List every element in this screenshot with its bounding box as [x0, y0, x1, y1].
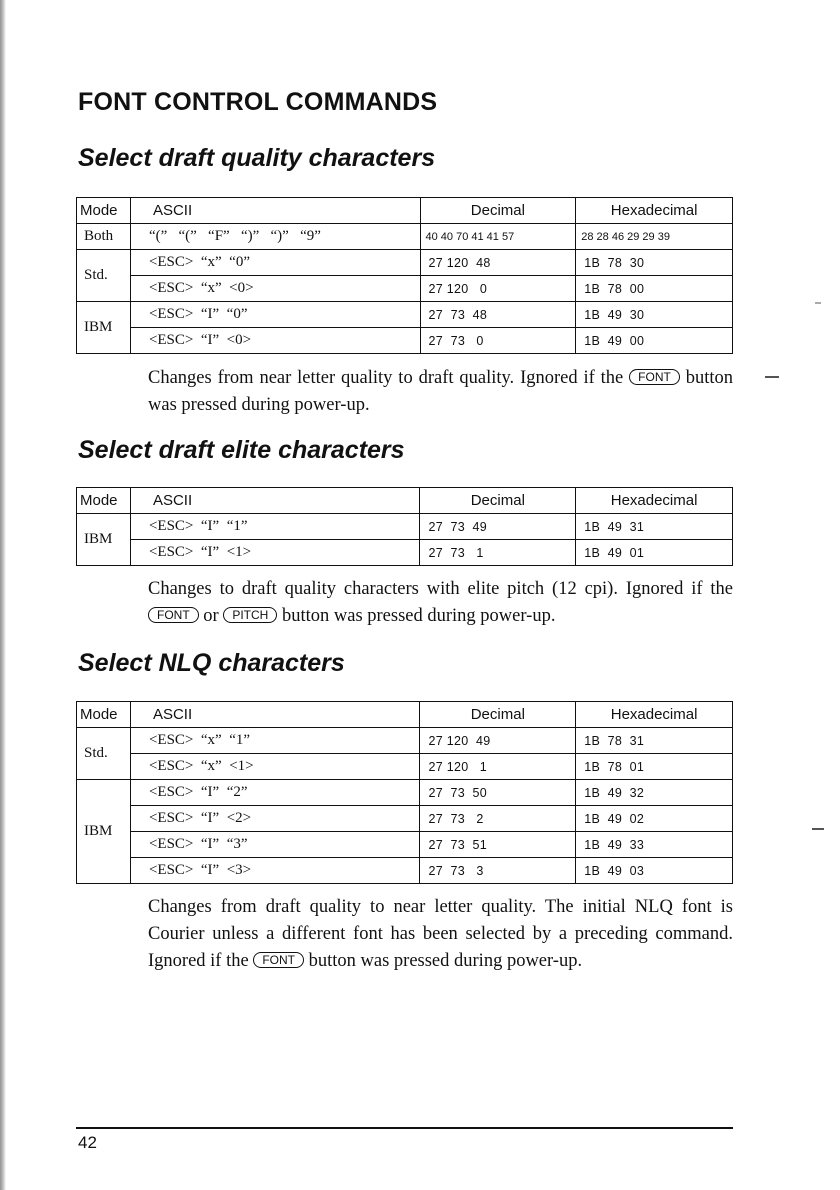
- hex-cell: 1B 78 01: [576, 754, 733, 780]
- description-text: Changes from near letter quality to draft quality. Ignored if the: [148, 368, 624, 388]
- description-draft-elite: [148, 576, 733, 630]
- table-header-row: [77, 488, 733, 514]
- hex-cell: 1B 49 30: [576, 302, 733, 328]
- hex-cell: 1B 49 02: [576, 806, 733, 832]
- decimal-cell: 27 73 1: [420, 540, 576, 566]
- mode-cell: IBM: [77, 780, 131, 884]
- hex-cell: 1B 49 32: [576, 780, 733, 806]
- section-title-nlq: Select NLQ characters: [78, 649, 345, 677]
- hex-cell: 1B 78 00: [576, 276, 733, 302]
- table-row: [77, 328, 733, 354]
- ascii-cell: <ESC> “x” “1”: [130, 728, 420, 754]
- table-header-row: [77, 702, 733, 728]
- header-decimal: Decimal: [420, 702, 576, 728]
- font-button-icon: FONT: [148, 607, 199, 623]
- header-decimal: Decimal: [420, 198, 576, 224]
- hex-cell: 1B 49 01: [576, 540, 733, 566]
- hex-cell: 1B 49 31: [576, 514, 733, 540]
- header-mode: Mode: [77, 488, 131, 514]
- section-title-draft-quality: Select draft quality characters: [78, 144, 436, 172]
- ascii-cell: <ESC> “I” “3”: [130, 832, 420, 858]
- ascii-cell: <ESC> “I” <1>: [130, 540, 420, 566]
- table-row: [77, 514, 733, 540]
- hex-cell: 28 28 46 29 29 39: [576, 224, 733, 250]
- scan-speck: [812, 828, 824, 830]
- section-title-draft-elite: Select draft elite characters: [78, 436, 405, 464]
- header-ascii: ASCII: [130, 488, 420, 514]
- ascii-cell: <ESC> “I” “0”: [130, 302, 420, 328]
- ascii-cell: “(” “(” “F” “)” “)” “9”: [130, 224, 420, 250]
- decimal-cell: 27 73 51: [420, 832, 576, 858]
- command-table-draft-quality: [76, 197, 733, 354]
- header-mode: Mode: [77, 702, 131, 728]
- mode-cell: Std.: [77, 728, 131, 780]
- table-row: [77, 302, 733, 328]
- decimal-cell: 27 73 49: [420, 514, 576, 540]
- command-table-draft-elite: [76, 487, 733, 566]
- ascii-cell: <ESC> “x” <0>: [130, 276, 420, 302]
- table-row: [77, 728, 733, 754]
- scan-speck: [765, 376, 779, 378]
- decimal-cell: 27 120 49: [420, 728, 576, 754]
- header-decimal: Decimal: [420, 488, 576, 514]
- mode-cell: Std.: [77, 250, 131, 302]
- table-row: [77, 250, 733, 276]
- pitch-button-icon: PITCH: [223, 607, 277, 623]
- header-ascii: ASCII: [130, 702, 420, 728]
- ascii-cell: <ESC> “I” <0>: [130, 328, 420, 354]
- hex-cell: 1B 78 31: [576, 728, 733, 754]
- ascii-cell: <ESC> “I” <3>: [130, 858, 420, 884]
- footer-rule: [76, 1127, 733, 1129]
- description-nlq: [148, 894, 733, 975]
- decimal-cell: 27 73 48: [420, 302, 576, 328]
- table-row: [77, 224, 733, 250]
- scan-speck: [815, 302, 821, 304]
- font-button-icon: FONT: [253, 952, 304, 968]
- mode-cell: Both: [77, 224, 131, 250]
- decimal-cell: 27 120 48: [420, 250, 576, 276]
- description-text: button was pressed during power-up.: [281, 606, 556, 626]
- hex-cell: 1B 49 00: [576, 328, 733, 354]
- table-row: [77, 832, 733, 858]
- header-hex: Hexadecimal: [576, 702, 733, 728]
- table-row: [77, 806, 733, 832]
- decimal-cell: 27 120 0: [420, 276, 576, 302]
- table-row: [77, 540, 733, 566]
- table-row: [77, 754, 733, 780]
- decimal-cell: 27 120 1: [420, 754, 576, 780]
- ascii-cell: <ESC> “I” “1”: [130, 514, 420, 540]
- decimal-cell: 27 73 0: [420, 328, 576, 354]
- ascii-cell: <ESC> “I” “2”: [130, 780, 420, 806]
- table-header-row: [77, 198, 733, 224]
- decimal-cell: 27 73 2: [420, 806, 576, 832]
- command-table-nlq: [76, 701, 733, 884]
- table-row: [77, 276, 733, 302]
- table-row: [77, 858, 733, 884]
- description-text: button was pressed during power-up.: [308, 951, 583, 971]
- decimal-cell: 40 40 70 41 41 57: [420, 224, 576, 250]
- header-hex: Hexadecimal: [576, 198, 733, 224]
- font-button-icon: FONT: [629, 369, 680, 385]
- description-draft-quality: [148, 365, 733, 419]
- description-text: Changes to draft quality characters with elite pitch (12 cpi). Ignored if the: [148, 579, 733, 599]
- hex-cell: 1B 49 03: [576, 858, 733, 884]
- hex-cell: 1B 78 30: [576, 250, 733, 276]
- mode-cell: IBM: [77, 302, 131, 354]
- description-text: Changes from draft quality to near letter quality. The initial NLQ font is Courier unless a different font has been selected by a preceding command. Ignored if the: [148, 897, 733, 971]
- ascii-cell: <ESC> “x” <1>: [130, 754, 420, 780]
- ascii-cell: <ESC> “I” <2>: [130, 806, 420, 832]
- scan-edge: [0, 0, 6, 1190]
- table-row: [77, 780, 733, 806]
- header-hex: Hexadecimal: [576, 488, 733, 514]
- hex-cell: 1B 49 33: [576, 832, 733, 858]
- decimal-cell: 27 73 3: [420, 858, 576, 884]
- description-text: button was pressed during power-up.: [148, 368, 734, 415]
- header-ascii: ASCII: [130, 198, 420, 224]
- mode-cell: IBM: [77, 514, 131, 566]
- page-title: FONT CONTROL COMMANDS: [78, 88, 438, 116]
- decimal-cell: 27 73 50: [420, 780, 576, 806]
- header-mode: Mode: [77, 198, 131, 224]
- ascii-cell: <ESC> “x” “0”: [130, 250, 420, 276]
- description-text: or: [203, 606, 219, 626]
- page-number: 42: [78, 1133, 97, 1152]
